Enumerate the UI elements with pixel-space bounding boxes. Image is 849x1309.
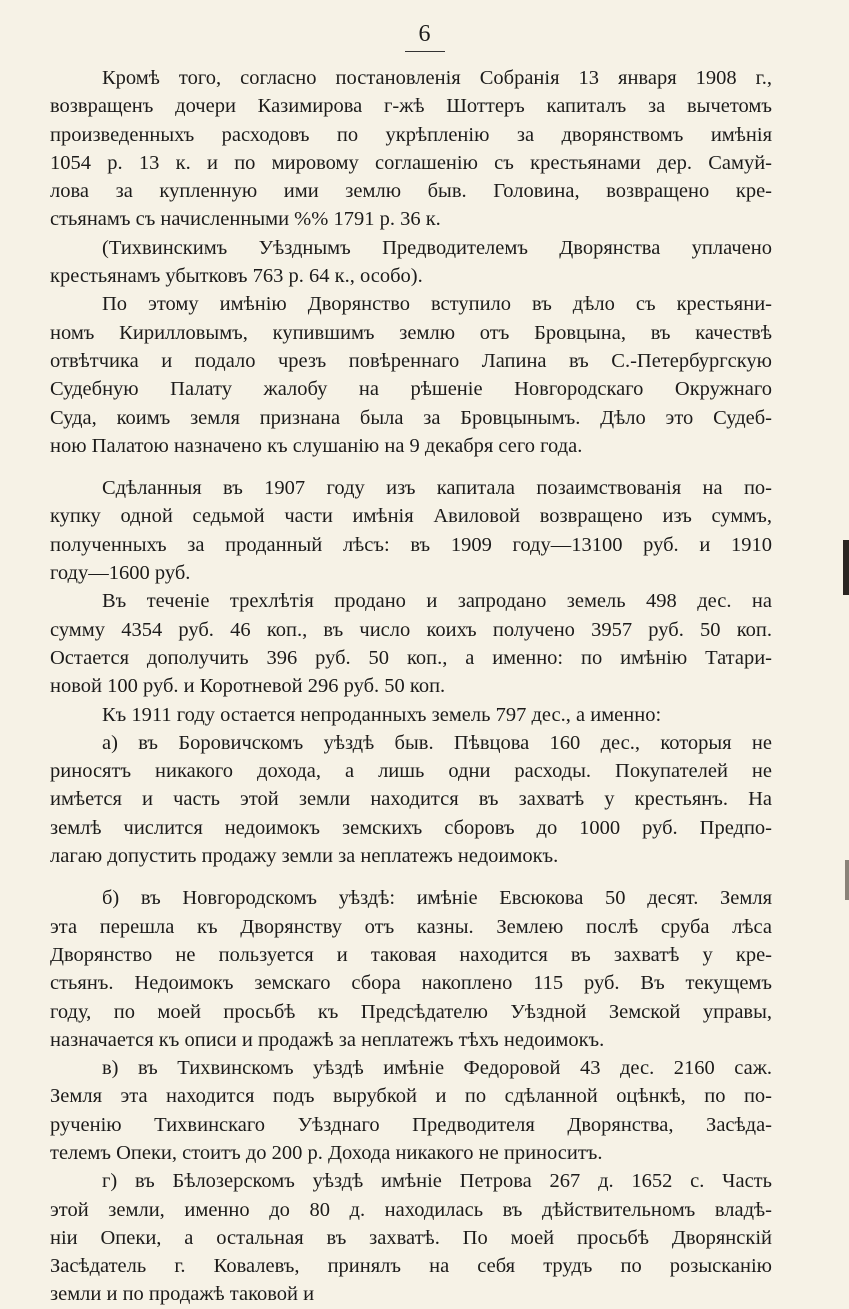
text-line: г) въ Бѣлозерскомъ уѣздѣ имѣніе Петрова 267 д. 1652 с. Часть	[102, 1170, 772, 1193]
binding-edge-mark	[845, 860, 849, 900]
text-line: Дворянство не пользуется и таковая находится въ захватѣ у кре-	[50, 943, 772, 966]
text-line: купку одной седьмой части имѣнія Авиловой возвращено изъ суммъ,	[50, 505, 772, 528]
text-line: Въ теченіе трехлѣтія продано и запродано земель 498 дес. на	[102, 590, 772, 613]
text-line: номъ Кирилловымъ, купившимъ землю отъ Бровцына, въ качествѣ	[50, 321, 772, 344]
text-line: Засѣдатель г. Ковалевъ, принялъ на себя трудъ по розысканію	[50, 1255, 772, 1278]
text-line: Остается дополучить 396 руб. 50 коп., а именно: по имѣнію Татари-	[50, 646, 772, 669]
text-line: Суда, коимъ земля признана была за Бровцынымъ. Дѣло это Судеб-	[50, 406, 772, 429]
text-line: сумму 4354 руб. 46 коп., въ число коихъ получено 3957 руб. 50 коп.	[50, 618, 772, 641]
body-text	[50, 64, 772, 1309]
text-line: Судебную Палату жалобу на рѣшеніе Новгородскаго Окружнаго	[50, 378, 772, 401]
text-line: стьянъ. Недоимокъ земскаго сбора накоплено 115 руб. Въ текущемъ	[50, 972, 772, 995]
text-line: возвращенъ дочери Казимирова г-жѣ Шоттеръ капиталъ за вычетомъ	[50, 95, 772, 118]
text-line: в) въ Тихвинскомъ уѣздѣ имѣніе Федоровой 43 дес. 2160 саж.	[102, 1057, 772, 1080]
text-line: (Тихвинскимъ Уѣзднымъ Предводителемъ Дворянства уплачено	[102, 236, 772, 259]
text-line: По этому имѣнію Дворянство вступило въ дѣло съ крестьяни-	[102, 293, 772, 316]
page-number: 6	[0, 20, 849, 52]
text-line: Къ 1911 году остается непроданныхъ земель 797 дес., а именно:	[102, 703, 662, 726]
text-line: Земля эта находится подъ вырубкой и по сдѣланной оцѣнкѣ, по по-	[50, 1085, 772, 1108]
text-line: риносятъ никакого дохода, а лишь одни расходы. Покупателей не	[50, 760, 772, 783]
text-line: году—1600 руб.	[50, 562, 191, 585]
text-line: б) въ Новгородскомъ уѣздѣ: имѣніе Евсюкова 50 десят. Земля	[102, 887, 772, 910]
text-line: году, по моей просьбѣ къ Предсѣдателю Уѣздной Земской управы,	[50, 1000, 772, 1023]
text-line: 1054 р. 13 к. и по мировому соглашенію съ крестьянами дер. Самуй-	[50, 151, 772, 174]
text-line: ніи Опеки, а остальная въ захватѣ. По моей просьбѣ Дворянскій	[50, 1226, 772, 1249]
text-line: землѣ числится недоимокъ земскихъ сборовъ до 1000 руб. Предпо-	[50, 816, 772, 839]
text-line: новой 100 руб. и Коротневой 296 руб. 50 коп.	[50, 675, 446, 698]
text-line: эта перешла къ Дворянству отъ казны. Землею послѣ сруба лѣса	[50, 915, 772, 938]
text-line: произведенныхъ расходовъ по укрѣпленію за дворянствомъ имѣнія	[50, 123, 772, 146]
text-line: лова за купленную ими землю быв. Головина, возвращено кре-	[50, 180, 772, 203]
text-line: Кромѣ того, согласно постановленія Собранія 13 января 1908 г.,	[102, 67, 772, 89]
text-line: лагаю допустить продажу земли за неплатежъ недоимокъ.	[50, 845, 559, 868]
text-line: Сдѣланныя въ 1907 году изъ капитала позаимствованія на по-	[102, 477, 772, 500]
text-line: крестьянамъ убытковъ 763 р. 64 к., особо).	[50, 265, 423, 288]
text-line: телемъ Опеки, стоитъ до 200 р. Дохода никакого не приноситъ.	[50, 1141, 603, 1164]
text-line: стьянамъ съ начисленными %% 1791 р. 36 к.	[50, 208, 441, 231]
text-line: имѣется и часть этой земли находится въ захватѣ у крестьянъ. На	[50, 788, 772, 811]
text-line: этой земли, именно до 80 д. находилась въ дѣйствительномъ владѣ-	[50, 1198, 772, 1221]
text-line: отвѣтчика и подало чрезъ повѣреннаго Лапина въ С.-Петербургскую	[50, 349, 772, 372]
text-line: назначается къ описи и продажѣ за неплатежъ тѣхъ недоимокъ.	[50, 1028, 605, 1051]
text-line: полученныхъ за проданный лѣсъ: въ 1909 году—13100 руб. и 1910	[50, 533, 772, 556]
text-line: земли и по продажѣ таковой и	[50, 1283, 315, 1306]
text-line: ною Палатою назначено къ слушанію на 9 декабря сего года.	[50, 434, 583, 457]
text-line: а) въ Боровичскомъ уѣздѣ быв. Пѣвцова 160 дес., которыя не	[102, 731, 772, 754]
binding-edge-mark	[843, 540, 849, 595]
text-line: рученію Тихвинскаго Уѣзднаго Предводителя Дворянства, Засѣда-	[50, 1113, 772, 1136]
